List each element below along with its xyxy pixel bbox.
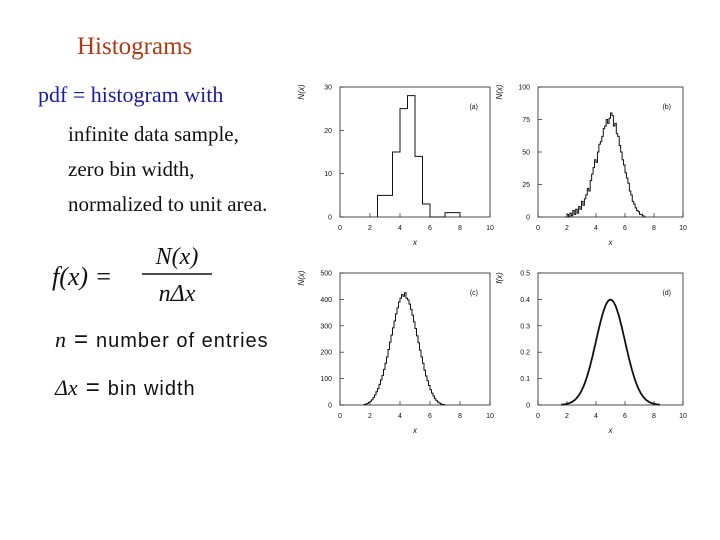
x-tick-label: 0: [536, 413, 540, 420]
histogram-bar: [635, 208, 636, 217]
y-tick-label: 100: [518, 84, 530, 92]
histogram-bar: [415, 328, 417, 405]
histogram-bar: [403, 296, 405, 405]
histogram-bar: [375, 395, 377, 405]
histogram-bar: [580, 209, 581, 217]
histogram-bar: [592, 174, 593, 217]
histogram-bar: [384, 369, 386, 405]
histogram-bar: [436, 401, 438, 405]
histogram-bar: [382, 375, 384, 405]
x-axis-label: x: [413, 426, 417, 435]
histogram-bar: [638, 212, 639, 217]
slide-title: Histograms: [77, 33, 193, 60]
histogram-bar: [593, 168, 594, 217]
y-tick-label: 0.5: [520, 270, 530, 278]
histogram-bar: [424, 370, 426, 405]
desc-line-3: normalized to unit area.: [68, 192, 268, 216]
definition-n-symbol: n: [55, 327, 66, 352]
histogram-bar: [396, 314, 398, 405]
histogram-bar: [596, 162, 597, 217]
histogram-bar: [576, 209, 577, 217]
panel-label: (b): [662, 104, 671, 111]
histogram-bar: [629, 191, 630, 217]
desc-line-1: infinite data sample,: [68, 122, 239, 146]
histogram-bar: [583, 205, 584, 217]
y-tick-label: 0: [526, 214, 530, 222]
x-tick-label: 8: [652, 413, 656, 420]
x-tick-label: 2: [368, 413, 372, 420]
definition-n-text: number of entries: [96, 330, 269, 352]
histogram-bar: [571, 216, 572, 217]
histogram-bar: [441, 404, 443, 405]
y-tick-label: 0: [328, 402, 332, 410]
x-tick-label: 0: [338, 413, 342, 420]
x-tick-label: 6: [623, 413, 627, 420]
x-tick-label: 2: [565, 413, 569, 420]
histogram-bar: [603, 129, 604, 217]
histogram-bar: [429, 385, 431, 405]
histogram-bar: [411, 309, 413, 405]
y-axis-label: N(x): [495, 84, 504, 100]
plot-panel-1: [297, 84, 494, 247]
y-tick-label: 0.3: [520, 323, 530, 331]
histogram-bar: [397, 308, 399, 405]
histogram-bar: [609, 118, 610, 217]
y-tick-label: 75: [522, 117, 530, 124]
y-tick-label: 400: [320, 296, 332, 304]
y-tick-label: 100: [320, 376, 332, 384]
histogram-bar: [611, 113, 612, 217]
pdf-formula: [52, 240, 227, 310]
histogram-bar: [423, 204, 431, 217]
histogram-bar: [442, 404, 444, 405]
histogram-bar: [445, 213, 460, 217]
histogram-bar: [640, 214, 641, 217]
histogram-bar: [408, 96, 416, 217]
x-tick-label: 8: [458, 225, 462, 232]
histogram-panels: [290, 75, 695, 445]
histogram-bar: [406, 298, 408, 405]
y-axis-label: N(x): [297, 84, 306, 100]
definition-dx: [55, 374, 196, 402]
panel-label: (c): [469, 290, 478, 297]
y-tick-label: 200: [320, 349, 332, 357]
x-axis-label: x: [413, 238, 417, 247]
histogram-bar: [626, 178, 627, 217]
x-tick-label: 8: [458, 413, 462, 420]
histogram-bar: [641, 214, 642, 217]
histogram-bar: [613, 126, 614, 217]
formula-denominator: nΔx: [158, 281, 196, 307]
histogram-bar: [433, 396, 435, 405]
histogram-bar: [625, 173, 626, 217]
histogram-bar: [417, 336, 419, 405]
histogram-bar: [393, 152, 401, 217]
histogram-bar: [612, 116, 613, 217]
histogram-bar: [632, 201, 633, 217]
y-tick-label: 0: [328, 214, 332, 222]
histogram-bar: [372, 400, 374, 405]
histogram-bar: [622, 160, 623, 217]
histogram-bar: [373, 398, 375, 405]
histogram-bar: [421, 357, 423, 405]
y-tick-label: 500: [320, 270, 332, 278]
definition-n: [55, 326, 269, 354]
histogram-bar: [432, 393, 434, 405]
histogram-bar: [381, 380, 383, 405]
x-tick-label: 4: [398, 225, 402, 232]
x-tick-label: 4: [398, 413, 402, 420]
plot-panel-4: [495, 271, 687, 436]
histogram-bar: [399, 302, 401, 405]
histogram-bar: [589, 191, 590, 217]
histogram-bar: [415, 156, 423, 217]
y-tick-label: 0: [526, 402, 530, 410]
histogram-bar: [597, 152, 598, 217]
histogram-bar: [621, 152, 622, 217]
histogram-bar: [376, 392, 378, 405]
x-tick-label: 10: [679, 225, 687, 232]
histogram-bar: [628, 183, 629, 217]
x-axis-label: x: [608, 426, 613, 435]
histogram-bar: [369, 402, 371, 405]
y-tick-label: 50: [522, 149, 530, 157]
histogram-bar: [586, 195, 587, 217]
histogram-bar: [438, 402, 440, 405]
histogram-bar: [426, 376, 428, 405]
x-tick-label: 6: [428, 225, 432, 232]
x-tick-label: 2: [565, 225, 569, 232]
histogram-bar: [573, 211, 574, 218]
histogram-bar: [634, 204, 635, 217]
histogram-bar: [439, 403, 441, 405]
histogram-bar: [378, 389, 380, 405]
definition-n-equals: =: [74, 326, 89, 353]
histogram-bar: [618, 136, 619, 217]
histogram-bar: [391, 335, 393, 405]
histogram-bar: [582, 201, 583, 217]
histogram-bar: [590, 181, 591, 217]
x-tick-label: 4: [594, 413, 598, 420]
histogram-bar: [370, 401, 372, 405]
histogram-bar: [602, 136, 603, 217]
histogram-bar: [402, 295, 404, 405]
histogram-bar: [435, 399, 437, 405]
histogram-bar: [414, 322, 416, 405]
histogram-bar: [367, 403, 369, 405]
y-axis-label: N(x): [297, 270, 306, 286]
histogram-bar: [605, 126, 606, 217]
x-tick-label: 0: [338, 225, 342, 232]
definition-dx-symbol: Δx: [55, 375, 78, 400]
histogram-bar: [412, 315, 414, 405]
histogram-bar: [587, 188, 588, 217]
x-axis-label: x: [608, 238, 613, 247]
histogram-bar: [637, 211, 638, 218]
histogram-bar: [393, 328, 395, 405]
pdf-curve: [561, 300, 660, 405]
histogram-bar: [364, 404, 366, 405]
y-axis-label: f(x): [495, 272, 504, 284]
histogram-bar: [379, 384, 381, 405]
histogram-bar: [405, 293, 407, 405]
histogram-bar: [423, 363, 425, 405]
y-tick-label: 10: [324, 171, 332, 179]
y-tick-label: 25: [522, 182, 530, 189]
x-tick-label: 10: [679, 413, 687, 420]
histogram-bar: [366, 404, 368, 405]
formula-lhs: f(x) =: [52, 262, 113, 291]
histogram-bar: [616, 134, 617, 217]
histogram-bar: [420, 350, 422, 405]
y-tick-label: 0.2: [520, 349, 530, 357]
y-tick-label: 0.1: [520, 376, 530, 384]
y-tick-label: 0.4: [520, 296, 530, 304]
panel-label: (d): [662, 290, 671, 297]
plot-panel-2: [495, 84, 687, 247]
definition-dx-text: bin width: [107, 378, 196, 400]
x-tick-label: 4: [594, 225, 598, 232]
x-tick-label: 10: [486, 225, 494, 232]
histogram-bar: [408, 300, 410, 405]
histogram-bar: [595, 160, 596, 217]
histogram-bar: [579, 207, 580, 217]
histogram-bar: [600, 142, 601, 217]
histogram-bar: [427, 381, 429, 405]
histogram-bar: [385, 363, 387, 405]
histogram-bar: [430, 390, 432, 405]
plot-panel-3: [297, 270, 494, 435]
histogram-bar: [394, 321, 396, 405]
histogram-bar: [606, 120, 607, 218]
histogram-bar: [608, 123, 609, 217]
x-tick-label: 6: [623, 225, 627, 232]
desc-line-2: zero bin width,: [68, 157, 195, 181]
histogram-bar: [599, 144, 600, 217]
histogram-bar: [577, 213, 578, 217]
formula-numerator: N(x): [155, 244, 199, 270]
histogram-bar: [624, 165, 625, 217]
histogram-bar: [388, 350, 390, 405]
histogram-bar: [418, 343, 420, 405]
histogram-bar: [631, 195, 632, 217]
histogram-bar: [642, 216, 643, 217]
histogram-bar: [390, 342, 392, 405]
histogram-bar: [567, 214, 568, 217]
histogram-bar: [615, 123, 616, 217]
y-tick-label: 30: [324, 84, 332, 92]
plot-frame: [538, 273, 683, 405]
panel-label: (a): [469, 104, 478, 111]
x-tick-label: 10: [486, 413, 494, 420]
definition-dx-equals: =: [85, 374, 100, 401]
histogram-bar: [409, 304, 411, 405]
x-tick-label: 2: [368, 225, 372, 232]
x-tick-label: 8: [652, 225, 656, 232]
y-tick-label: 300: [320, 323, 332, 331]
slide-subtitle: pdf = histogram with: [38, 82, 224, 107]
histogram-bar: [584, 199, 585, 217]
histogram-bar: [574, 214, 575, 217]
x-tick-label: 6: [428, 413, 432, 420]
y-tick-label: 20: [324, 127, 332, 135]
histogram-bar: [400, 109, 408, 217]
histogram-bar: [619, 146, 620, 218]
histogram-bar: [387, 357, 389, 405]
histogram-bar: [570, 213, 571, 217]
histogram-bar: [400, 298, 402, 405]
histogram-bar: [378, 195, 393, 217]
x-tick-label: 0: [536, 225, 540, 232]
